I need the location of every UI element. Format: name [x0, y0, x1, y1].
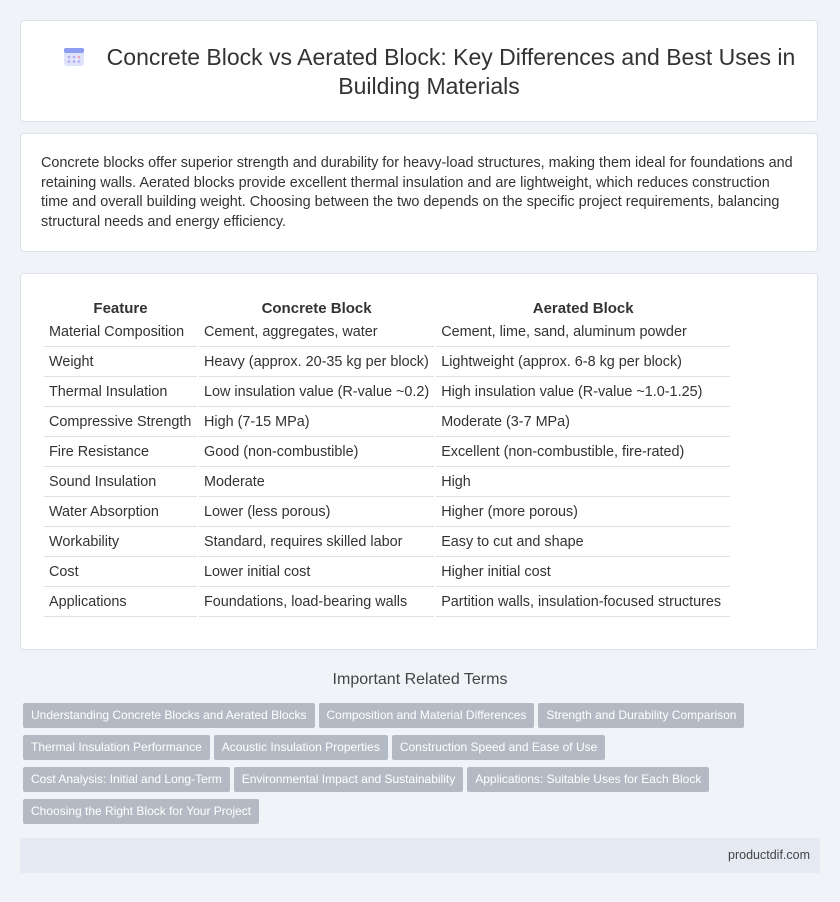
table-cell: Easy to cut and shape: [436, 527, 730, 557]
table-cell: High (7-15 MPa): [199, 407, 434, 437]
related-term-tag[interactable]: Environmental Impact and Sustainability: [234, 767, 463, 792]
table-cell: Lightweight (approx. 6-8 kg per block): [436, 347, 730, 377]
table-row: [44, 317, 730, 347]
column-header: Feature: [93, 300, 148, 317]
table-cell: Applications: [44, 587, 197, 617]
page-title: [61, 43, 797, 101]
footer: [20, 838, 820, 873]
table-cell: Fire Resistance: [44, 437, 197, 467]
table-row: [44, 497, 730, 527]
footer-site[interactable]: productdif.com: [728, 848, 810, 862]
intro-card: [20, 133, 818, 252]
table-cell: Material Composition: [44, 317, 197, 347]
related-term-tag[interactable]: Composition and Material Differences: [319, 703, 535, 728]
table-cell: Water Absorption: [44, 497, 197, 527]
table-cell: Excellent (non-combustible, fire-rated): [436, 437, 730, 467]
table-cell: High: [436, 467, 730, 497]
table-cell: Low insulation value (R-value ~0.2): [199, 377, 434, 407]
table-cell: Heavy (approx. 20-35 kg per block): [199, 347, 434, 377]
table-row: [44, 407, 730, 437]
intro-text: Concrete blocks offer superior strength and durability for heavy-load structures, making them ideal for foundations and retaining walls. Aerated blocks provide excellent thermal insulation and are lightweight, which reduces construction time and overall building weight. Choosing between the two depends on the specific project requirements, balancing structural needs and energy efficiency.: [41, 155, 793, 230]
table-cell: Thermal Insulation: [44, 377, 197, 407]
related-term-tag[interactable]: Construction Speed and Ease of Use: [392, 735, 605, 760]
table-cell: High insulation value (R-value ~1.0-1.25): [436, 377, 730, 407]
related-term-tag[interactable]: Applications: Suitable Uses for Each Block: [467, 767, 709, 792]
table-cell: Workability: [44, 527, 197, 557]
table-row: [44, 557, 730, 587]
table-row: [44, 437, 730, 467]
table-cell: Foundations, load-bearing walls: [199, 587, 434, 617]
table-row: [44, 527, 730, 557]
table-row: [44, 377, 730, 407]
related-term-tag[interactable]: Strength and Durability Comparison: [538, 703, 744, 728]
table-cell: Higher (more porous): [436, 497, 730, 527]
comparison-card: [20, 273, 818, 650]
table-cell: Weight: [44, 347, 197, 377]
related-term-tag[interactable]: Understanding Concrete Blocks and Aerated Blocks: [23, 703, 315, 728]
table-cell: Cement, lime, sand, aluminum powder: [436, 317, 730, 347]
table-cell: Partition walls, insulation-focused structures: [436, 587, 730, 617]
column-header: Aerated Block: [532, 300, 634, 317]
table-cell: Standard, requires skilled labor: [199, 527, 434, 557]
table-cell: Good (non-combustible): [199, 437, 434, 467]
related-term-tag[interactable]: Thermal Insulation Performance: [23, 735, 210, 760]
table-cell: Cement, aggregates, water: [199, 317, 434, 347]
related-term-tag[interactable]: Choosing the Right Block for Your Project: [23, 799, 259, 824]
table-header-row: [44, 295, 730, 317]
table-cell: Higher initial cost: [436, 557, 730, 587]
comparison-table: [42, 295, 732, 617]
table-cell: Compressive Strength: [44, 407, 197, 437]
related-term-tag[interactable]: Cost Analysis: Initial and Long-Term: [23, 767, 230, 792]
column-header: Concrete Block: [261, 300, 372, 317]
table-row: [44, 347, 730, 377]
related-terms-title: Important Related Terms: [332, 671, 508, 688]
table-cell: Cost: [44, 557, 197, 587]
table-cell: Moderate: [199, 467, 434, 497]
table-cell: Moderate (3-7 MPa): [436, 407, 730, 437]
page-title-text: Concrete Block vs Aerated Block: Key Differences and Best Uses in Building Materials: [106, 44, 796, 99]
calendar-icon: [63, 45, 85, 67]
table-row: [44, 467, 730, 497]
table-row: [44, 587, 730, 617]
table-cell: Lower initial cost: [199, 557, 434, 587]
header-card: [20, 20, 818, 122]
related-terms-list: [23, 703, 803, 831]
related-term-tag[interactable]: Acoustic Insulation Properties: [214, 735, 388, 760]
table-cell: Lower (less porous): [199, 497, 434, 527]
table-cell: Sound Insulation: [44, 467, 197, 497]
